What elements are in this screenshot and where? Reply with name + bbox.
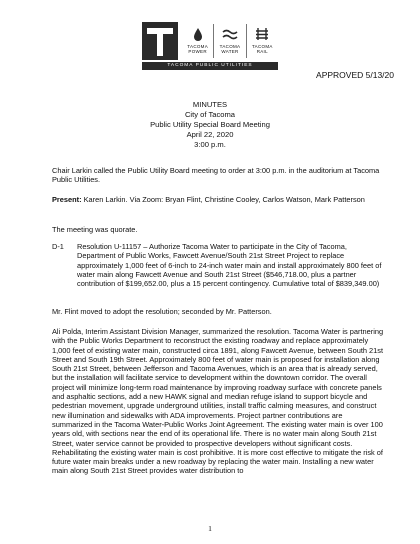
present-label: Present: <box>52 195 82 204</box>
logo-divisions <box>182 24 278 58</box>
city-name: City of Tacoma <box>184 110 236 119</box>
tacoma-public-utilities-logo <box>142 22 278 70</box>
rail-icon <box>247 24 278 44</box>
logo-base-text: TACOMA PUBLIC UTILITIES <box>142 62 278 70</box>
motion-paragraph: Mr. Flint moved to adopt the resolution; seconded by Mr. Patterson. <box>52 307 272 316</box>
quorum-paragraph: The meeting was quorate. <box>52 225 138 234</box>
logo-division-label: TACOMA RAIL <box>251 44 273 54</box>
meeting-date: April 22, 2020 <box>186 130 234 139</box>
approved-stamp-text: APPROVED 5/13/20 <box>316 70 394 80</box>
wave-icon <box>214 24 245 44</box>
logo-division-label: TACOMA POWER <box>187 44 209 54</box>
meeting-time: 3:00 p.m. <box>194 140 226 149</box>
logo-division-rail <box>246 24 278 58</box>
minutes-title: MINUTES <box>192 100 228 109</box>
summary-paragraph: Ali Polda, Interim Assistant Division Manager, summarized the resolution. Tacoma Water is partnering with the Public Works Department to reconstruct the existing roadway and replace approximately 1,000 feet of existing water main, constructed circa 1891, along Fawcett Avenue, between South 21st Street and South 19th Street. Approximately 800 feet of water main is proposed for installation along South 21st Street, between Jefferson and Tacoma Avenues, which is an area that is already served, but the installation will facilitate service to development within the downtown corridor. The overall project will minimize long-term road maintenance by improving roadway surface with concrete panels and asphaltic sections, add a new HAWK signal and median refuge island to support bicycle and pedestrian movement, upgrade underground utilities, install traffic calming measures, and construct new illumination and sidewalks with ADA improvements. Project partner contributions are summarized in the Tacoma Water-Public Works Joint Agreement. The existing water main is over 100 years old, with sections near the end of its operational life. There is no water main along South 21st Street, water service cannot be provided to prospective developers without significant costs. Rehabilitating the existing water main is cost prohibitive. It is more cost effective to mitigate the risk of future water main breaks under a new roadway by replacing the water main. Installing a new water main along South 21st Street provides water distribution to <box>52 327 384 476</box>
water-drop-icon <box>182 24 213 44</box>
logo-division-label: TACOMA WATER <box>219 44 241 54</box>
logo-division-power <box>182 24 213 58</box>
logo-division-water <box>213 24 245 58</box>
agenda-item-text: Resolution U-11157 – Authorize Tacoma Water to participate in the City of Tacoma, Department of Public Works, Fawcett Avenue/South 21st Street Project to replace approximately 1,000 feet of 6-inch to 24-inch water main and install approximately 800 feet of water main along Fawcett Avenue and South 21st Street ($546,718.00, plus a partner contribution of $199,652.00, plus a 15 percent contingency. Cumulative total of $839,349.00) <box>77 242 382 289</box>
t-logo-icon <box>142 22 178 60</box>
page-number: 1 <box>208 524 212 533</box>
agenda-item-number: D-1 <box>52 242 64 251</box>
attendance-paragraph <box>52 195 384 204</box>
meeting-name: Public Utility Special Board Meeting <box>150 120 270 129</box>
call-to-order-paragraph: Chair Larkin called the Public Utility Board meeting to order at 3:00 p.m. in the auditorium at Tacoma Public Utilities. <box>52 166 380 185</box>
present-names: Karen Larkin. Via Zoom: Bryan Flint, Christine Cooley, Carlos Watson, Mark Patterson <box>81 195 365 204</box>
